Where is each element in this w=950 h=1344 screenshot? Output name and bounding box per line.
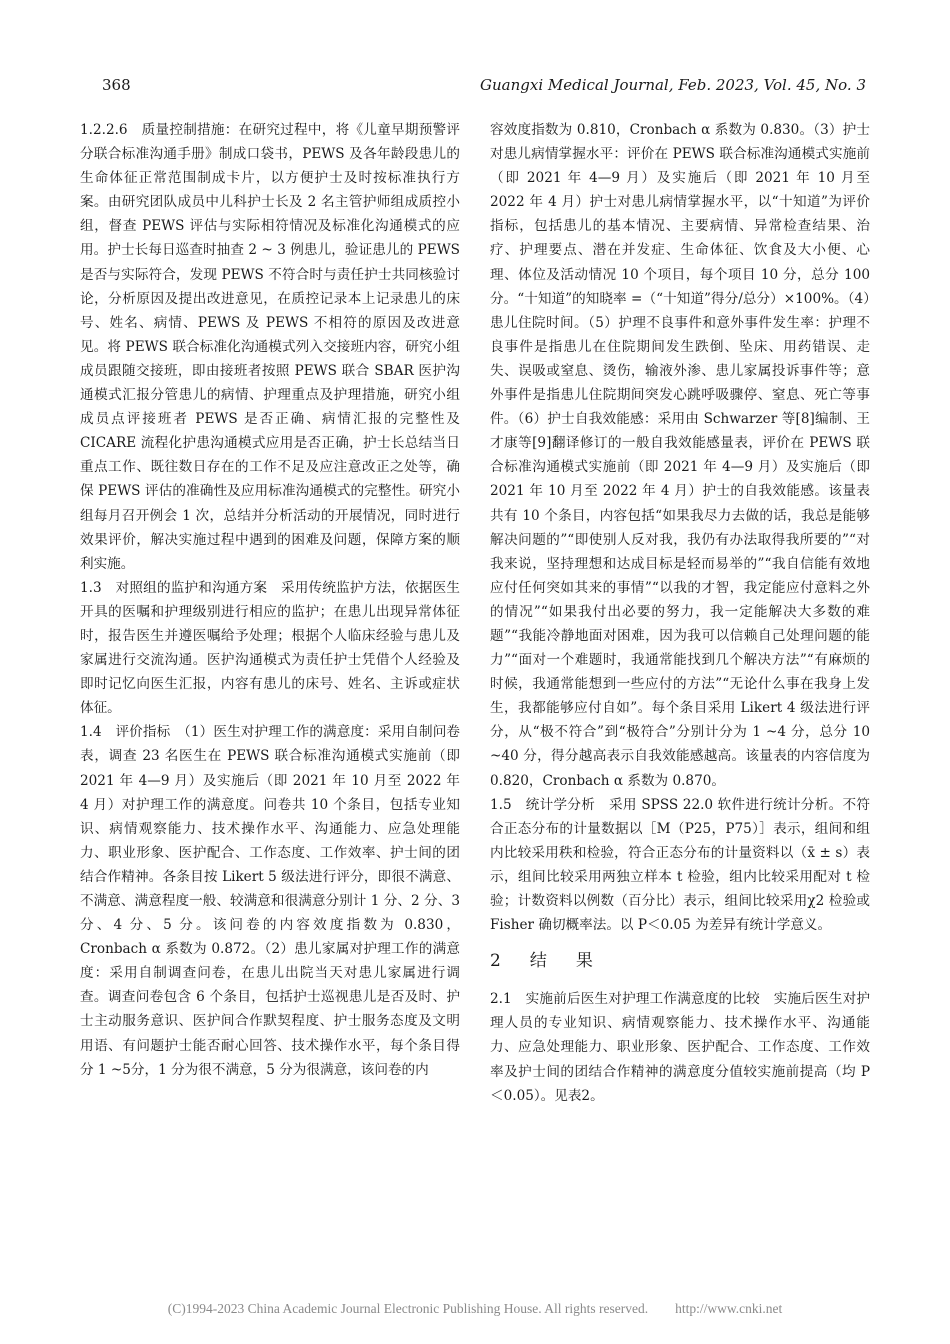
page-number: 368 bbox=[102, 76, 131, 94]
copyright-footer: (C)1994-2023 China Academic Journal Electronic Publishing House. All rights reserved. http://www.cnki.net bbox=[167, 1301, 783, 1316]
right-column bbox=[490, 118, 870, 1108]
left-column bbox=[80, 118, 460, 1082]
section-1-4-evaluation-indicators: 1.4 评价指标 （1）医生对护理工作的满意度：采用自制问卷表，调查 23 名医生在 PEWS 联合标准沟通模式实施前（即 2021 年 4—9 月）及实施后（即 2021 年 10 月至 2022 年 4 月）对护理工作的满意度。问卷共 10 个条目，包括专业知识、病情观察能力、技术操作水平、沟通能力、应急处理能力、职业形象、医护配合、工作态度、工作效率、护士间的团结合作精神。各条目按 Likert 5 级法进行评分，即很不满意、不满意、满意程度一般、较满意和很满意分别计 1 分、2 分、3 分、4 分、5 分。该问卷的内容效度指数为 0.830，Cronbach α 系数为 0.872。（2）患儿家属对护理工作的满意度：采用自制调查问卷，在患儿出院当天对患儿家属进行调查。调查问卷包含 6 个条目，包括护士巡视患儿是否及时、护士主动服务意识、医护间合作默契程度、护士服务态度及文明用语、有问题护士能否耐心回答、技术操作水平，每个条目得分 1 ~5分，1 分为很不满意，5 分为很满意，该问卷的内 bbox=[80, 724, 460, 1078]
page-header bbox=[102, 76, 866, 98]
section-2-1-doctor-satisfaction: 2.1 实施前后医生对护理工作满意度的比较 实施后医生对护理人员的专业知识、病情观察能力、技术操作水平、沟通能力、应急处理能力、职业形象、医护配合、工作态度、工作效率及护士间的团结合作精神的满意度分值较实施前提高（均 P＜0.05）。见表2。 bbox=[490, 991, 870, 1104]
section-1-5-statistics: 1.5 统计学分析 采用 SPSS 22.0 软件进行统计分析。不符合正态分布的计量数据以［M（P25，P75）］表示，组间和组内比较采用秩和检验，符合正态分布的计量资料以（x̄ ± s）表示，组间比较采用两独立样本 t 检验，组内比较采用配对 t 检验；计数资料以例数（百分比）表示，组间比较采用χ2 检验或 Fisher 确切概率法。以 P＜0.05 为差异有统计学意义。 bbox=[490, 796, 870, 934]
evaluation-indicators-continued: 容效度指数为 0.810，Cronbach α 系数为 0.830。（3）护士对患儿病情掌握水平：评价在 PEWS 联合标准沟通模式实施前（即 2021 年 4—9 月）及实施后（即 2021 年 10 月至 2022 年 4 月）护士对患儿病情掌握水平，以“十知道”为评价指标，包括患儿的基本情况、主要病情、异常检查结果、治疗、护理要点、潜在并发症、生命体征、饮食及大小便、心理、体位及活动情况 10 个项目，每个项目 10 分，总分 100 分。“十知道”的知晓率 =（“十知道”得分/总分）×100%。（4）患儿住院时间。（5）护理不良事件和意外事件发生率：护理不良事件是指患儿在住院期间发生跌倒、坠床、用药错误、走失、误吸或窒息、烫伤，输液外渗、患儿家属投诉事件等；意外事件是指患儿住院期间突发心跳呼吸骤停、窒息、死亡等事件。（6）护士自我效能感：采用由 Schwarzer 等[8]编制、王才康等[9]翻译修订的一般自我效能感量表，评价在 PEWS 联合标准沟通模式实施前（即 2021 年 4—9 月）及实施后（即 2021 年 10 月至 2022 年 4 月）护士的自我效能感。该量表共有 10 个条目，内容包括“如果我尽力去做的话，我总是能够解决问题的”“即使别人反对我，我仍有办法取得我所要的”“对我来说，坚持理想和达成目标是轻而易举的”“我自信能有效地应付任何突如其来的事情”“以我的才智，我定能应付意料之外的情况”“如果我付出必要的努力，我一定能解决大多数的难题”“我能冷静地面对困难，因为我可以信赖自己处理问题的能力”“面对一个难题时，我通常能找到几个解决方法”“有麻烦的时候，我通常能想到一些应付的方法”“无论什么事在我身上发生，我都能够应付自如”。每个条目采用 Likert 4 级法进行评分，从“极不符合”到“极符合”分别计分为 1 ~4 分，总分 10 ~40 分，得分越高表示自我效能感越高。该量表的内容信度为 0.820，Cronbach α 系数为 0.870。 bbox=[490, 122, 870, 789]
section-1-3-control-group: 1.3 对照组的监护和沟通方案 采用传统监护方法，依据医生开具的医嘱和护理级别进行相应的监护；在患儿出现异常体征时，报告医生并遵医嘱给予处理；根据个人临床经验与患儿及家属进行交流沟通。医护沟通模式为责任护士凭借个人经验及即时记忆向医生汇报，内容有患儿的床号、姓名、主诉或症状体征。 bbox=[80, 579, 460, 717]
section-2-results-heading: 2 结 果 bbox=[490, 951, 599, 972]
journal-citation: Guangxi Medical Journal, Feb. 2023, Vol. 45, No. 3 bbox=[480, 76, 866, 94]
section-1-2-2-6-quality-control: 1.2.2.6 质量控制措施：在研究过程中，将《儿童早期预警评分联合标准沟通手册》制成口袋书，PEWS 及各年龄段患儿的生命体征正常范围制成卡片，以方便护士及时按标准执行方案。由研究团队成员中儿科护士长及 2 名主管护师组成质控小组，督查 PEWS 评估与实际相符情况及标准化沟通模式的应用。护士长每日巡查时抽查 2 ~ 3 例患儿，验证患儿的 PEWS 是否与实际符合，发现 PEWS 不符合时与责任护士共同核验讨论，分析原因及提出改进意见，在质控记录本上记录患儿的床号、姓名、病情、PEWS 及 PEWS 不相符的原因及改进意见。将 PEWS 联合标准化沟通模式列入交接班内容，研究小组成员跟随交接班，即由接班者按照 PEWS 联合 SBAR 医护沟通模式汇报分管患儿的病情、护理重点及护理措施，研究小组成员点评接班者 PEWS 是否正确、病情汇报的完整性及 CICARE 流程化护患沟通模式应用是否正确，护士长总结当日重点工作、既往数日存在的工作不足及应注意改正之处等，确保 PEWS 评估的准确性及应用标准沟通模式的完整性。研究小组每月召开例会 1 次，总结并分析活动的开展情况，同时进行效果评价，解决实施过程中遇到的困难及问题，保障方案的顺利实施。 bbox=[80, 122, 460, 572]
